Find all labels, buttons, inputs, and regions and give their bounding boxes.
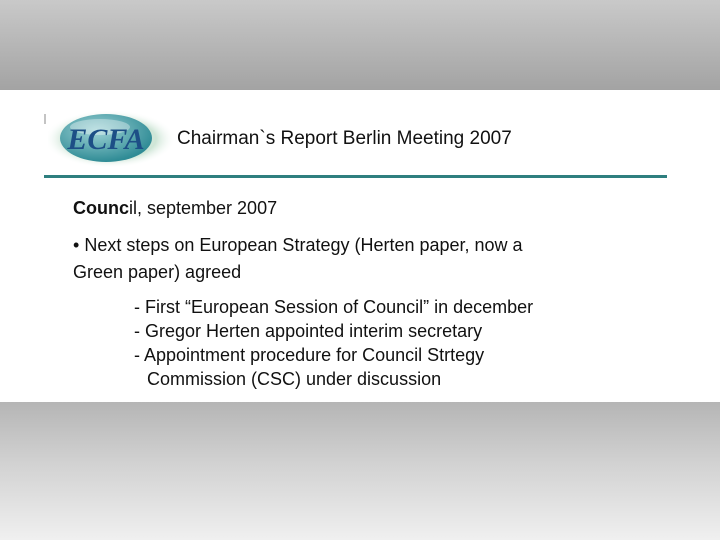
bullet-item (73, 232, 633, 286)
sub-list (134, 295, 614, 391)
slide (0, 90, 720, 402)
top-background-band (0, 0, 720, 90)
corner-mark (44, 114, 46, 124)
bottom-background-band (0, 402, 720, 540)
sub-item: - Appointment procedure for Council Strtegy (134, 345, 485, 365)
bullet-marker: • (73, 235, 80, 255)
sub-item-continuation: Commission (CSC) under discussion (147, 369, 442, 389)
heading-rest: il, september 2007 (129, 198, 278, 218)
sub-item: - First “European Session of Council” in december (134, 297, 534, 317)
section-heading (73, 198, 277, 219)
ecfa-logo (48, 108, 180, 168)
title-divider (44, 175, 667, 178)
heading-bold-part: Counc (73, 198, 129, 218)
sub-item: - Gregor Herten appointed interim secretary (134, 321, 483, 341)
logo-text: ECFA (67, 123, 145, 156)
slide-title: Chairman`s Report Berlin Meeting 2007 (177, 128, 512, 149)
bullet-line-1: Next steps on European Strategy (Herten paper, now a (79, 235, 523, 255)
bullet-line-2: Green paper) agreed (73, 262, 242, 282)
